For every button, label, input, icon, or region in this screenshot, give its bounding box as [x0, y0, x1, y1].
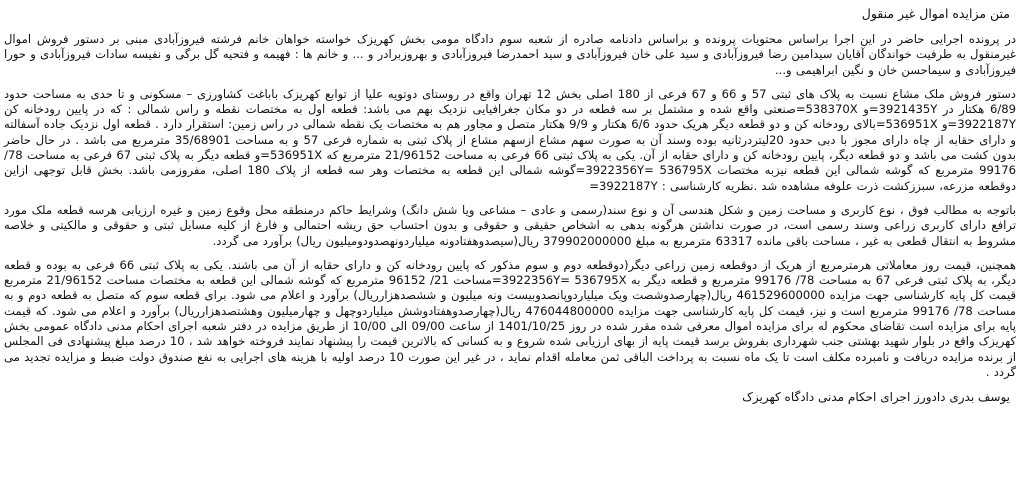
notice-paragraph-2: دستور فروش ملک مشاع نسبت به پلاک های ثبتی 57 و 66 و 67 فرعی از 180 اصلی بخش 12 تهران واقع در روستای دوتویه علیا از توابع کهریزک باباغت کشاورزی – مسکونی و تا حدی به مساحت حدود 6/89 هکتار در 3921435Y=و 538370X=صنعتی واقع شده و مشتمل بر سه قطعه در دو مکان جغرافیایی نزدیک بهم می باشد: قطعه اول به مختصات نقطه و راس شمالی : که در پایین رودخانه کن 3922187Y=و 536951X=بالای رودخانه کن و دو قطعه دیگر هریک حدود 6/6 هکتار و 9/9 هکتار متصل و مجاور هم به مختصات یک نقطه شمالی در راس زمین: استقرار دارد . قطعه اول نزدیک جاده آسفالته و دارای حقابه از چاه دارای مجوز با دبی حدود 20لیتردرثانیه بوده وسند آن به صورت سهم مشاع ازسهم مشاع از پلاک ثبتی به شماره فرعی 57 و به مساحت 35/68901 مترمربع می باشد . در حال حاضر بدون کشت می باشد و دو قطعه دیگر، پایین رودخانه کن و دارای حقابه از آن. یکی به پلاک ثبتی 66 فرعی به مساحت 21/96152 مترمربع که 536951X=و قطعه دیگر به پلاک ثبتی 67 فرعی به مساحت 78/ 99176 مترمربع که گوشه شمالی این قطعه نیزبه مختصات 3922356Y= 536795X=گوشه شمالی این قطعه به مختصات وهر سه قطعه از پلاک 180 اصلی، مفروزمی باشد. بخش قابل توجهی ازاین دوقطعه مزرعه، سبززکشت ذرت علوفه مشاهده شد .نظریه کارشناسی : 3922187Y= [4, 86, 1017, 193]
notice-paragraph-4: همچنین، قیمت روز معاملاتی هرمترمربع از هریک از دوقطعه زمین زراعی دیگر(دوقطعه دوم و سوم مذکور که پایین رودخانه کن و دارای حقابه از آن می باشند. یکی به پلاک ثبتی 66 فرعی به بوده و قطعه دیگر، به پلاک ثبتی فرعی 67 به مساحت 78/ 99176 مترمربع و قطعه دیگر به 3922356Y= 536795X=مساحت 21/ 96152 مترمربع که گوشه شمالی این قطعه به مختصات مساحت 21/96152 مترمربع قیمت کل پایه کارشناسی جهت مزایده 461529600000 ریال(چهارصدوشصت ویک میلیاردوپانصدوبیست ونه میلیون و ششصدهزارریال) برآورد و اعلام می شود. برای قطعه سوم که متصل به قطعه دوم و به مساحت 78/ 99176 مترمربع است و نیز، قیمت کل پایه کارشناسی جهت مزایده 476044800000 ریال(چهارصدوهفتادوشش میلیاردوچهل و چهارمیلیون وهشتصدهزارریال) برآورد و اعلام می شود. که قیمت پایه برای مزایده است تقاضای محکوم له برای مزایده اموال معرفی شده مقرر شده در روز 1401/10/25 از ساعت 09/00 الی 10/00 از طریق مزایده در دفتر شعبه اجرای احکام مدنی دادگاه عمومی بخش کهریزک واقع در بلوار شهید بهشتی جنب شهرداری بفروش برسد قیمت پایه از بهای ارزیابی شده شروع و به کسانی که بالاترین قیمت را پیشنهاد نمایند فروخته خواهد شد ، 10 درصد مبلغ پیشنهادی فی المجلس از برنده مزایده دریافت و نامبرده مکلف است تا یک ماه نسبت به پرداخت الباقی ثمن معامله اقدام نماید ، در غیر این صورت 10 درصد اولیه با هزینه های اجرایی به نفع صندوق دولت ضبط و مزایده تجدید می گردد . [4, 257, 1017, 379]
notice-signature: یوسف بدری دادورز اجرای احکام مدنی دادگاه کهریزک [742, 390, 1010, 405]
notice-title: متن مزایده اموال غیر منقول [861, 6, 1010, 21]
notice-paragraph-1: در پرونده اجرایی حاضر در این اجرا براساس محتویات پرونده و براساس دادنامه صادره از شعبه سوم دادگاه مومی بخش کهریزک خواسته خواهان خانم فرشته فیروزآبادی مبنی بر دستور فروش اموال غیرمنقول به طرفیت خواندگان آقایان سیدامین رضا فیروزآبادی و سید علی خان فیروزآبادی و سید احمدرضا فیروزآبادی و بهروزبرادر و ... و خانم ها : فهیمه و فتحیه گل برگی و نفیسه سادات فیروزآبادی و حورا فیروزآبادی و سیماحسن خان و نگین ابراهیمی و... [4, 32, 1016, 77]
notice-paragraph-3: باتوجه به مطالب فوق ، نوع کاربری و مساحت زمین و شکل هندسی آن و نوع سند(رسمی و عادی – مشاعی ویا شش دانگ) وشرایط حاکم درمنطقه محل وقوع زمین و غیره ارزیابی هرسه قطعه ملک مورد ترافع دارای کاربری زراعی وسند رسمی است، در صورت نداشتن هرگونه بدهی به اشخاص حقیقی و حقوقی و بدون احتساب حق ریشه احتمالی و فارغ از کلیه مسایل ثبتی و حقوقی و مالکیتی و خلاصه مشروط به انتقال قطعی به غیر ، مساحت باقی مانده 63317 مترمربع به مبلغ 379902000000 ریال(سیصدوهفتادونه میلیاردونهصدودومیلیون ریال) برآورد می گردد. [4, 202, 1016, 248]
auction-notice [4, 4, 1016, 490]
